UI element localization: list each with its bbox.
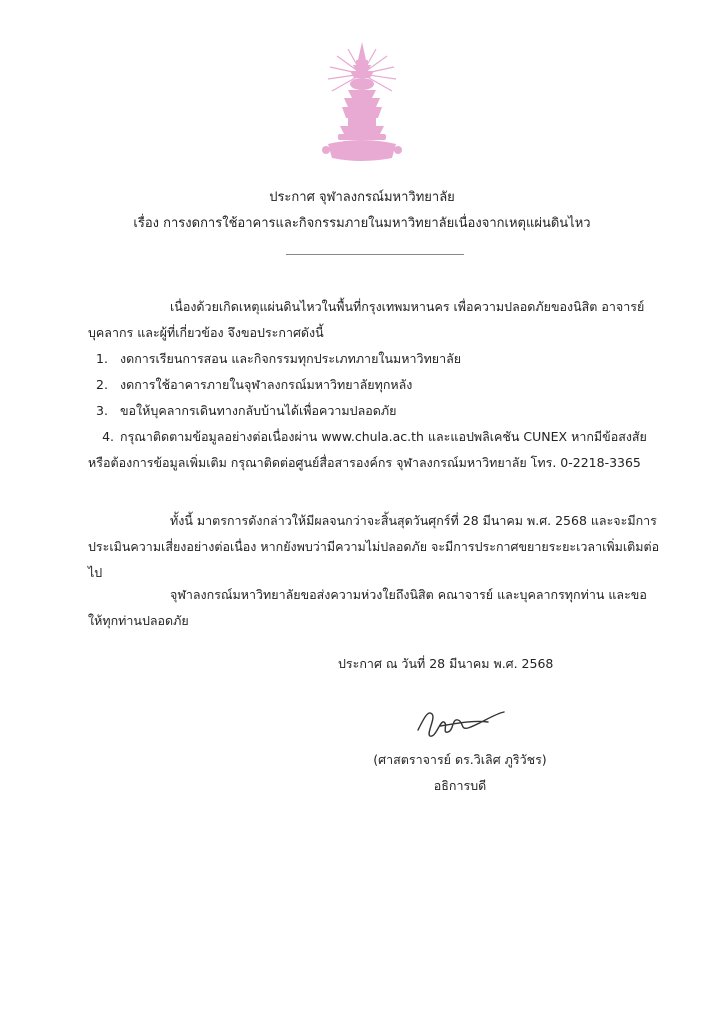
list-item	[88, 372, 660, 398]
list-item-text: งดการใช้อาคารภายในจุฬาลงกรณ์มหาวิทยาลัยทุกหลัง	[120, 377, 413, 392]
list-item-text: ขอให้บุคลากรเดินทางกลับบ้านได้เพื่อความปลอดภัย	[120, 403, 397, 418]
list-item-number: 3.	[96, 403, 108, 418]
intro-text: เนื่องด้วยเกิดเหตุแผ่นดินไหวในพื้นที่กรุงเทพมหานคร เพื่อความปลอดภัยของนิสิต อาจารย์ บุคลากร และผู้ที่เกี่ยวข้อง จึงขอประกาศดังนี้	[88, 299, 645, 340]
list-item-number: 2.	[96, 377, 108, 392]
announcement-body	[88, 294, 660, 476]
announcement-title: ประกาศ จุฬาลงกรณ์มหาวิทยาลัย	[269, 190, 455, 205]
closing-paragraph	[88, 582, 660, 634]
list-item	[88, 424, 660, 476]
validity-text: ทั้งนี้ มาตรการดังกล่าวให้มีผลจนกว่าจะสิ้นสุดวันศุกร์ที่ 28 มีนาคม พ.ศ. 2568 และจะมีการประเมินความเสี่ยงอย่างต่อเนื่อง หากยังพบว่ามีความไม่ปลอดภัย จะมีการประกาศขยายระยะเวลาเพิ่มเติมต่อไป	[88, 513, 660, 580]
signature	[410, 700, 510, 744]
signer-title: อธิการบดี	[433, 778, 487, 793]
list-item-number: 1.	[96, 351, 108, 366]
list-item-text: งดการเรียนการสอน และกิจกรรมทุกประเภทภายในมหาวิทยาลัย	[120, 351, 462, 366]
list-item	[88, 398, 660, 424]
divider	[286, 254, 464, 255]
closing-text: จุฬาลงกรณ์มหาวิทยาลัยขอส่งความห่วงใยถึงนิสิต คณาจารย์ และบุคลากรทุกท่าน และขอให้ทุกท่านปลอดภัย	[88, 587, 647, 628]
list-item-number: 4.	[102, 429, 114, 444]
intro-paragraph	[88, 294, 660, 346]
list-item-text: กรุณาติดตามข้อมูลอย่างต่อเนื่องผ่าน www.chula.ac.th และแอปพลิเคชัน CUNEX หากมีข้อสงสัยหรือต้องการข้อมูลเพิ่มเติม กรุณาติดต่อศูนย์สื่อสารองค์กร จุฬาลงกรณ์มหาวิทยาลัย โทร. 0-2218-3365	[88, 429, 647, 470]
signer-name: (ศาสตราจารย์ ดร.วิเลิศ ภูริวัชร)	[373, 752, 547, 767]
validity-paragraph	[88, 508, 660, 586]
date-line: ประกาศ ณ วันที่ 28 มีนาคม พ.ศ. 2568	[338, 656, 554, 671]
phra-kiao-emblem-icon	[318, 40, 406, 168]
announcement-subject: เรื่อง การงดการใช้อาคารและกิจกรรมภายในมหาวิทยาลัยเนื่องจากเหตุแผ่นดินไหว	[133, 216, 591, 231]
list-item	[88, 346, 660, 372]
